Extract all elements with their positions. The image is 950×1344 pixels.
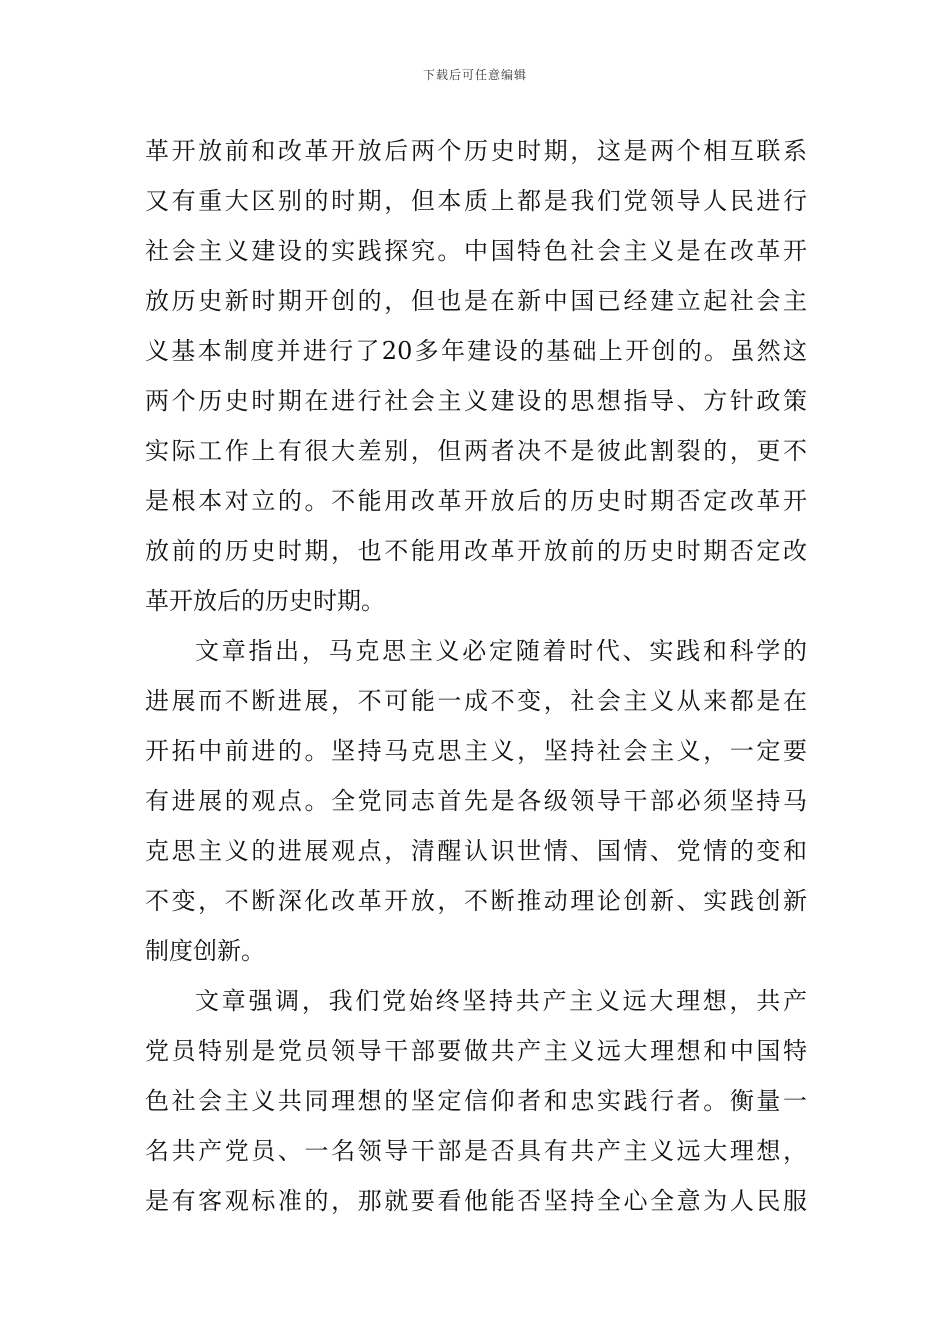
text-line: 制度创新。: [145, 937, 265, 965]
text-line: 是根本对立的。不能用改革开放后的历史时期否定改革开: [145, 487, 807, 515]
page-header: 下载后可任意编辑: [422, 68, 527, 82]
text-line: 文章指出，马克思主义必定随着时代、实践和科学的: [195, 637, 807, 665]
text-line: 义基本制度并进行了20多年建设的基础上开创的。虽然这: [145, 337, 807, 365]
text-line: 放前的历史时期，也不能用改革开放前的历史时期否定改: [145, 537, 807, 565]
text-line: 实际工作上有很大差别，但两者决不是彼此割裂的，更不: [145, 437, 807, 465]
text-line: 革开放前和改革开放后两个历史时期，这是两个相互联系: [145, 137, 807, 165]
text-line: 社会主义建设的实践探究。中国特色社会主义是在改革开: [145, 237, 807, 265]
text-line: 文章强调，我们党始终坚持共产主义远大理想，共产: [195, 987, 807, 1015]
text-line: 是有客观标准的，那就要看他能否坚持全心全意为人民服: [145, 1187, 807, 1215]
text-line: 开拓中前进的。坚持马克思主义，坚持社会主义，一定要: [145, 737, 807, 765]
text-line: 有进展的观点。全党同志首先是各级领导干部必须坚持马: [145, 787, 807, 815]
body-text: [145, 126, 807, 1226]
text-line: 两个历史时期在进行社会主义建设的思想指导、方针政策: [145, 387, 807, 415]
text-line: 克思主义的进展观点，清醒认识世情、国情、党情的变和: [145, 837, 807, 865]
text-line: 不变，不断深化改革开放，不断推动理论创新、实践创新: [145, 887, 807, 915]
text-line: 又有重大区别的时期，但本质上都是我们党领导人民进行: [145, 187, 807, 215]
text-line: 党员特别是党员领导干部要做共产主义远大理想和中国特: [145, 1037, 807, 1065]
text-line: 放历史新时期开创的，但也是在新中国已经建立起社会主: [145, 287, 807, 315]
text-line: 名共产党员、一名领导干部是否具有共产主义远大理想，: [145, 1137, 807, 1165]
text-line: 色社会主义共同理想的坚定信仰者和忠实践行者。衡量一: [145, 1087, 807, 1115]
text-line: 进展而不断进展，不可能一成不变，社会主义从来都是在: [145, 687, 807, 715]
text-line: 革开放后的历史时期。: [145, 587, 385, 615]
